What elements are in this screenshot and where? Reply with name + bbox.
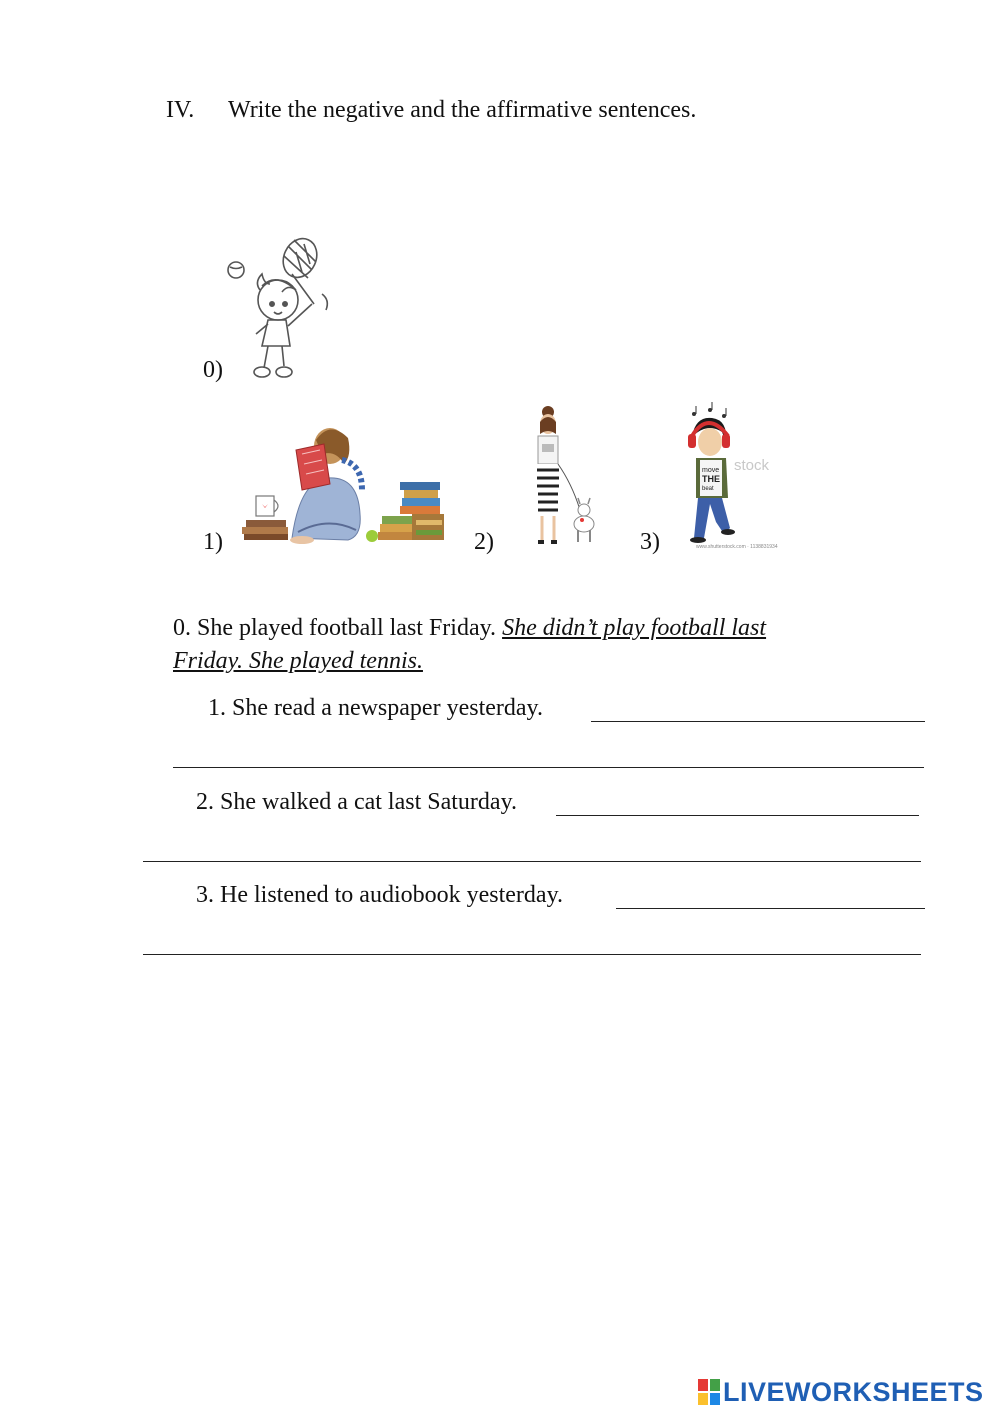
tennis-girl-picture (222, 234, 340, 382)
picture-label-3: 3) (640, 529, 660, 555)
girl-walking-dog-picture (524, 404, 604, 550)
item-1-text: 1. She read a newspaper yesterday. (208, 695, 543, 721)
example-prompt: 0. She played football last Friday. (173, 615, 497, 641)
example-answer-line1: She didn’t play football last (502, 615, 767, 641)
svg-text:beat: beat (702, 486, 714, 492)
item-3-answer-blank[interactable] (616, 908, 925, 909)
svg-text:THE: THE (702, 474, 720, 484)
item-1-answer-blank[interactable] (591, 721, 925, 722)
item-2-answer-blank[interactable] (556, 815, 919, 816)
example-sentence (173, 612, 766, 644)
logo-blocks-icon (698, 1379, 720, 1405)
reading-girl-picture (232, 420, 448, 546)
instruction-text: Write the negative and the affirmative sentences. (228, 97, 697, 123)
item-3-text: 3. He listened to audiobook yesterday. (196, 882, 564, 908)
item-3-answer-line[interactable] (143, 954, 921, 955)
item-2-text: 2. She walked a cat last Saturday. (196, 789, 518, 815)
item-2-answer-line[interactable] (143, 861, 921, 862)
picture-label-1: 1) (203, 529, 223, 555)
liveworksheets-logo[interactable] (698, 1378, 984, 1406)
section-numeral: IV. (166, 97, 195, 123)
boy-with-headphones-picture (682, 402, 782, 550)
stock-watermark: stock (734, 457, 770, 474)
item-1-answer-line[interactable] (173, 767, 924, 768)
svg-text:www.shutterstock.com · 1138831: www.shutterstock.com · 1138831934 (696, 544, 778, 550)
svg-text:move: move (702, 467, 720, 474)
brand-name: LIVEWORKSHEETS (723, 1376, 984, 1407)
example-answer-line2: Friday. She played tennis. (173, 648, 423, 674)
picture-label-2: 2) (474, 529, 494, 555)
picture-label-0: 0) (203, 357, 223, 383)
